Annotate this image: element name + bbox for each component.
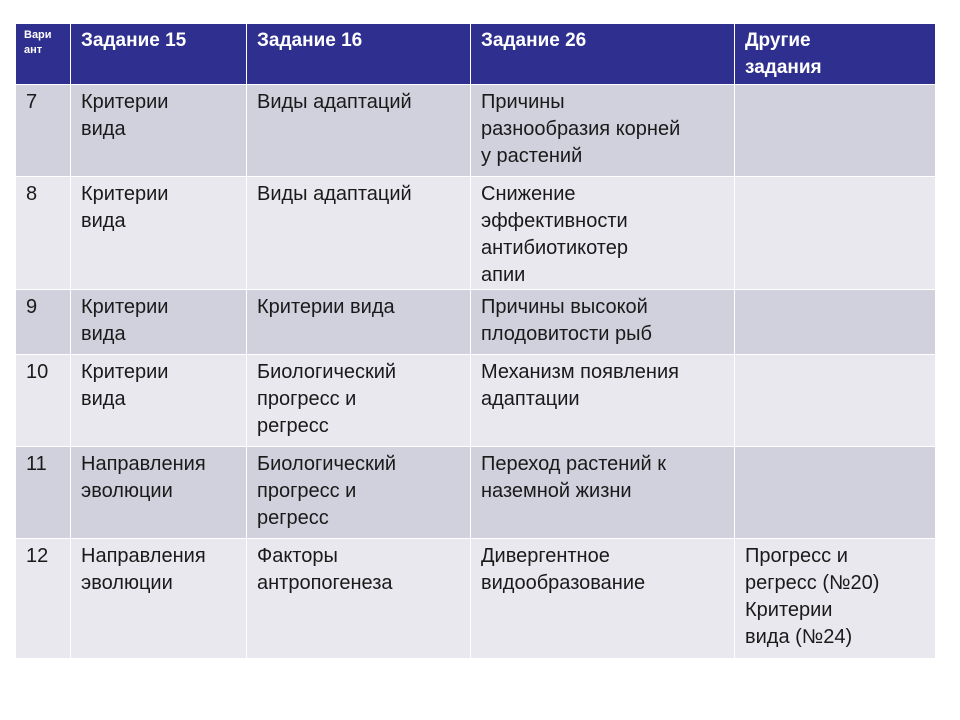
task-15-cell: Критерии вида <box>71 177 247 290</box>
task-16-cell: Биологический прогресс и регресс <box>247 355 471 447</box>
task-26-cell: Причины разнообразия корней у растений <box>471 85 735 177</box>
task-15-cell: Направления эволюции <box>71 539 247 659</box>
header-task-15: Задание 15 <box>71 24 247 85</box>
task-26-cell: Снижение эффективности антибиотикотер апии <box>471 177 735 290</box>
other-tasks-cell <box>735 447 936 539</box>
table-row <box>16 447 936 539</box>
task-16-cell: Факторы антропогенеза <box>247 539 471 659</box>
variant-cell: 12 <box>16 539 71 659</box>
table-row <box>16 290 936 355</box>
task-15-cell: Критерии вида <box>71 290 247 355</box>
table-row <box>16 355 936 447</box>
task-16-cell: Критерии вида <box>247 290 471 355</box>
header-variant: Вари ант <box>16 24 71 85</box>
variant-cell: 9 <box>16 290 71 355</box>
other-tasks-cell: Прогресс и регресс (№20) Критерии вида (№24) <box>735 539 936 659</box>
other-tasks-cell <box>735 290 936 355</box>
other-tasks-cell <box>735 177 936 290</box>
variant-cell: 8 <box>16 177 71 290</box>
table-row <box>16 85 936 177</box>
task-16-cell: Виды адаптаций <box>247 177 471 290</box>
task-26-cell: Переход растений к наземной жизни <box>471 447 735 539</box>
table-row <box>16 539 936 659</box>
task-15-cell: Критерии вида <box>71 85 247 177</box>
variant-cell: 11 <box>16 447 71 539</box>
header-other-tasks: Другие задания <box>735 24 936 85</box>
variant-cell: 10 <box>16 355 71 447</box>
task-26-cell: Дивергентное видообразование <box>471 539 735 659</box>
header-row <box>16 24 936 85</box>
header-task-26: Задание 26 <box>471 24 735 85</box>
task-16-cell: Виды адаптаций <box>247 85 471 177</box>
variant-cell: 7 <box>16 85 71 177</box>
assignment-table <box>15 23 936 659</box>
other-tasks-cell <box>735 85 936 177</box>
task-16-cell: Биологический прогресс и регресс <box>247 447 471 539</box>
other-tasks-cell <box>735 355 936 447</box>
task-15-cell: Направления эволюции <box>71 447 247 539</box>
task-26-cell: Причины высокой плодовитости рыб <box>471 290 735 355</box>
task-15-cell: Критерии вида <box>71 355 247 447</box>
header-task-16: Задание 16 <box>247 24 471 85</box>
table-row <box>16 177 936 290</box>
task-26-cell: Механизм появления адаптации <box>471 355 735 447</box>
